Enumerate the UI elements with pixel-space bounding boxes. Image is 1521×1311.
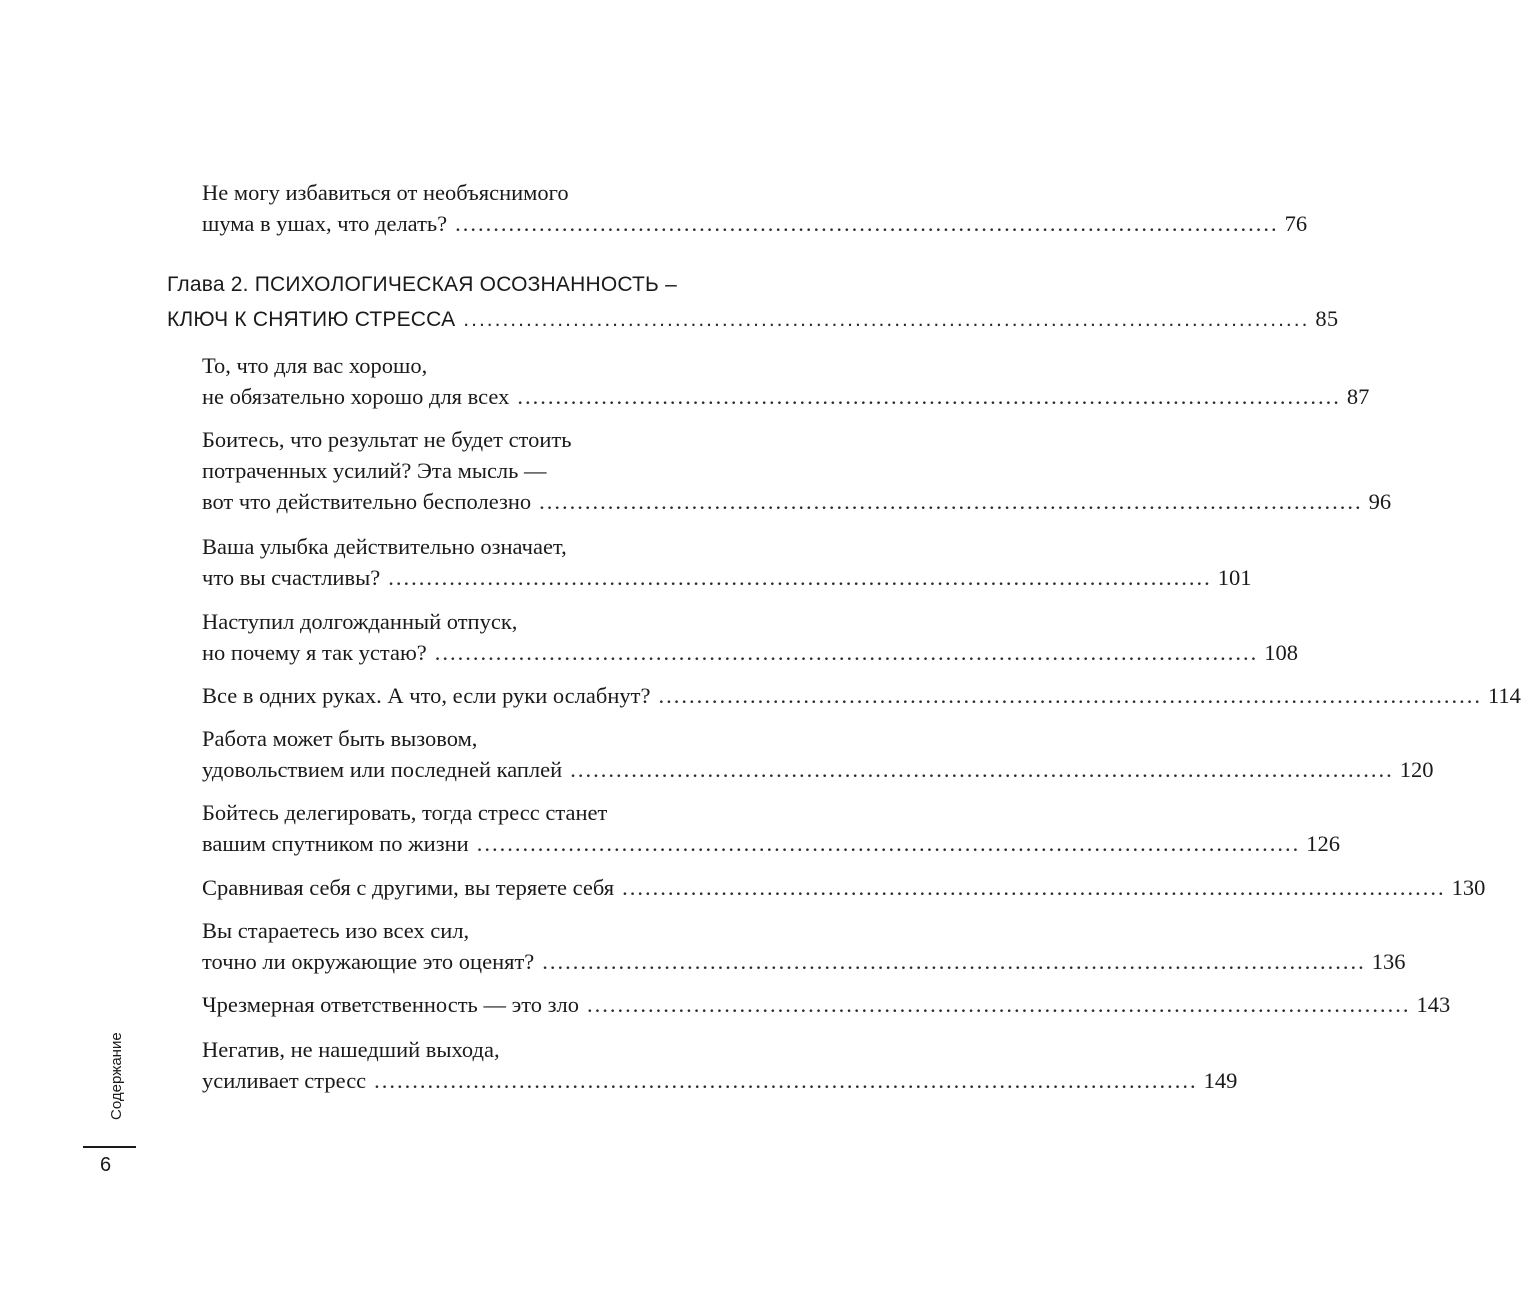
entry-page-number: 108 <box>1264 640 1299 665</box>
dot-leader: ............................................................................................................ <box>517 384 1341 409</box>
entry-title-line: но почему я так устаю? <box>202 640 427 665</box>
entry-page-number: 87 <box>1346 384 1370 409</box>
toc-entry[interactable] <box>202 177 1308 239</box>
dot-leader: ............................................................................................................ <box>570 757 1394 782</box>
entry-page-number: 76 <box>1284 211 1308 236</box>
toc-entry[interactable] <box>202 872 1486 903</box>
dot-leader: ............................................................................................................ <box>539 489 1363 514</box>
entry-title-line: вот что действительно бесполезно <box>202 489 532 514</box>
toc-entry[interactable] <box>202 723 1434 785</box>
toc-entry[interactable] <box>202 915 1406 977</box>
entry-title-line: Ваша улыбка действительно означает, <box>202 534 567 559</box>
entry-title-line: усиливает стресс <box>202 1068 367 1093</box>
dot-leader: ............................................................................................................ <box>622 875 1446 900</box>
dot-leader: ............................................................................................................ <box>374 1068 1198 1093</box>
entry-page-number: 143 <box>1416 992 1451 1017</box>
page-number: 6 <box>100 1154 112 1176</box>
dot-leader: ............................................................................................................ <box>542 949 1366 974</box>
entry-title-line: шума в ушах, что делать? <box>202 211 448 236</box>
entry-title-line: Боитесь, что результат не будет стоить <box>202 427 572 452</box>
dot-leader: ............................................................................................................ <box>455 211 1279 236</box>
dot-leader: ............................................................................................................ <box>476 831 1301 856</box>
entry-title-line: Чрезмерная ответственность — это зло <box>202 992 580 1017</box>
entry-page-number: 120 <box>1399 757 1434 782</box>
toc-entry[interactable] <box>202 531 1252 593</box>
toc-entry[interactable] <box>202 797 1340 859</box>
entry-page-number: 114 <box>1487 683 1521 708</box>
toc-chapter-heading[interactable] <box>167 268 1339 337</box>
running-section-label: Содержание <box>108 1032 125 1120</box>
entry-page-number: 85 <box>1315 306 1339 331</box>
dot-leader: ............................................................................................................ <box>388 565 1212 590</box>
toc-entry[interactable] <box>202 680 1521 711</box>
toc-entry[interactable] <box>202 424 1392 517</box>
entry-title-line: удовольствием или последней каплей <box>202 757 563 782</box>
entry-page-number: 126 <box>1306 831 1340 856</box>
entry-title-line: не обязательно хорошо для всех <box>202 384 510 409</box>
entry-page-number: 130 <box>1451 875 1486 900</box>
entry-title-line: вашим спутником по жизни <box>202 831 469 856</box>
entry-title-line: точно ли окружающие это оценят? <box>202 949 535 974</box>
toc-entry[interactable] <box>202 1034 1238 1096</box>
entry-title-line: потраченных усилий? Эта мысль — <box>202 458 547 483</box>
entry-page-number: 149 <box>1203 1068 1238 1093</box>
dot-leader: ............................................................................................................ <box>658 683 1482 708</box>
entry-page-number: 136 <box>1371 949 1406 974</box>
entry-title-line: что вы счастливы? <box>202 565 381 590</box>
dot-leader: ............................................................................................................ <box>587 992 1411 1017</box>
entry-title-line: Бойтесь делегировать, тогда стресс станет <box>202 800 608 825</box>
dot-leader: ............................................................................................................ <box>463 308 1310 331</box>
entry-title-line: Вы стараетесь изо всех сил, <box>202 918 470 943</box>
entry-title-line: То, что для вас хорошо, <box>202 353 428 378</box>
toc-entry[interactable] <box>202 350 1370 412</box>
entry-title-line: Наступил долгожданный отпуск, <box>202 609 518 634</box>
entry-title-line: Сравнивая себя с другими, вы теряете себя <box>202 875 615 900</box>
chapter-title-line: Глава 2. ПСИХОЛОГИЧЕСКАЯ ОСОЗНАННОСТЬ – <box>167 273 677 296</box>
entry-page-number: 101 <box>1217 565 1252 590</box>
dot-leader: ............................................................................................................ <box>434 640 1259 665</box>
entry-title-line: Не могу избавиться от необъяснимого <box>202 180 569 205</box>
entry-title-line: Работа может быть вызовом, <box>202 726 478 751</box>
entry-page-number: 96 <box>1368 489 1392 514</box>
entry-title-line: Негатив, не нашедший выхода, <box>202 1037 500 1062</box>
toc-entry[interactable] <box>202 989 1451 1020</box>
chapter-title-line: КЛЮЧ К СНЯТИЮ СТРЕССА <box>167 308 456 331</box>
footer-divider <box>83 1146 136 1148</box>
entry-title-line: Все в одних руках. А что, если руки ослабнут? <box>202 683 651 708</box>
toc-entry[interactable] <box>202 606 1299 668</box>
